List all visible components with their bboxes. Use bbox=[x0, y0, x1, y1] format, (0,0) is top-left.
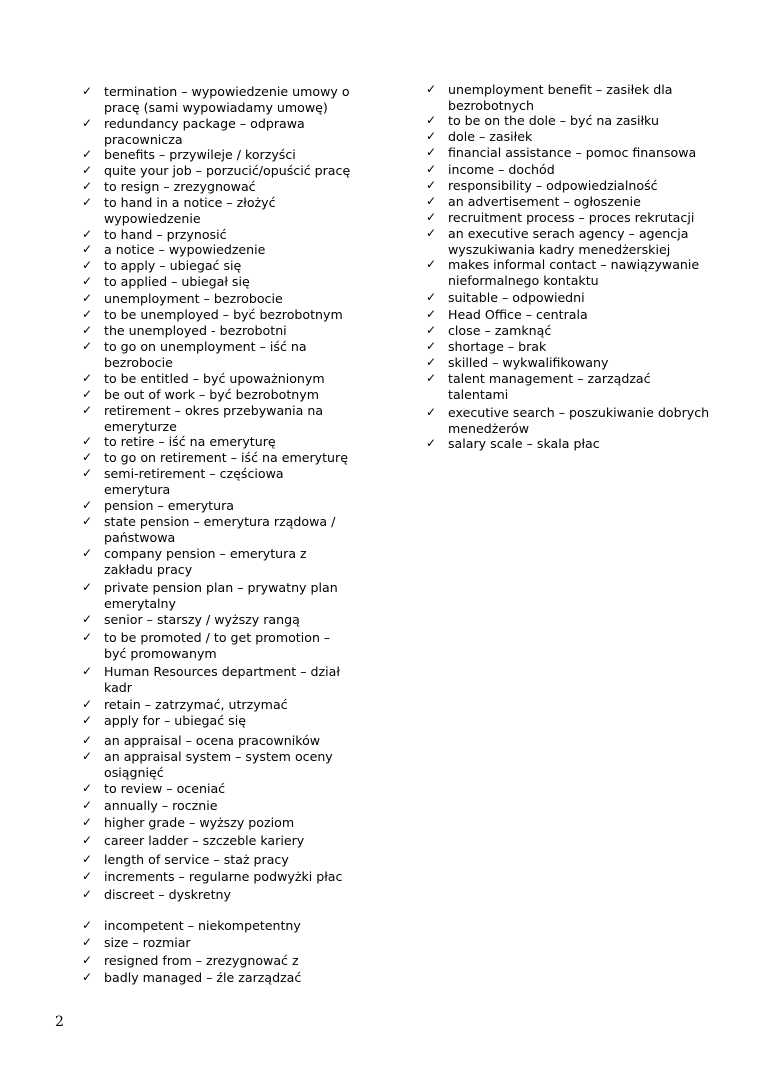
checkmark-icon: ✓ bbox=[426, 257, 437, 271]
checkmark-icon: ✓ bbox=[426, 162, 437, 176]
list-item-text: pension – emerytura bbox=[104, 498, 234, 513]
list-item-text: career ladder – szczeble kariery bbox=[104, 833, 305, 848]
list-item-text: talent management – zarządzać talentami bbox=[448, 371, 651, 402]
list-item-text: an appraisal system – system oceny osiągnięć bbox=[104, 749, 333, 780]
checkmark-icon: ✓ bbox=[82, 242, 93, 256]
list-item-text: benefits – przywileje / korzyści bbox=[104, 147, 296, 162]
checkmark-icon: ✓ bbox=[82, 403, 93, 417]
list-item-text: to resign – zrezygnować bbox=[104, 179, 256, 194]
checkmark-icon: ✓ bbox=[82, 227, 93, 241]
list-item-text: a notice – wypowiedzenie bbox=[104, 242, 266, 257]
checkmark-icon: ✓ bbox=[82, 147, 93, 161]
checkmark-icon: ✓ bbox=[82, 195, 93, 209]
list-item-text: termination – wypowiedzenie umowy o pracę (sami wypowiadamy umowę) bbox=[104, 84, 350, 115]
list-item-text: income – dochód bbox=[448, 162, 555, 177]
checkmark-icon: ✓ bbox=[426, 307, 437, 321]
list-item-text: retirement – okres przebywania na emeryturze bbox=[104, 403, 324, 434]
checkmark-icon: ✓ bbox=[82, 713, 93, 727]
list-item-text: shortage – brak bbox=[448, 339, 547, 354]
list-item-text: senior – starszy / wyższy rangą bbox=[104, 612, 300, 627]
list-item-text: increments – regularne podwyżki płac bbox=[104, 869, 343, 884]
checkmark-icon: ✓ bbox=[82, 630, 93, 644]
checkmark-icon: ✓ bbox=[426, 145, 437, 159]
checkmark-icon: ✓ bbox=[426, 178, 437, 192]
checkmark-icon: ✓ bbox=[82, 514, 93, 528]
checkmark-icon: ✓ bbox=[82, 434, 93, 448]
checkmark-icon: ✓ bbox=[426, 405, 437, 419]
checkmark-icon: ✓ bbox=[82, 371, 93, 385]
list-item-text: the unemployed - bezrobotni bbox=[104, 323, 287, 338]
checkmark-icon: ✓ bbox=[426, 113, 437, 127]
checkmark-icon: ✓ bbox=[82, 733, 93, 747]
checkmark-icon: ✓ bbox=[82, 833, 93, 847]
checkmark-icon: ✓ bbox=[82, 918, 93, 932]
list-item-text: annually – rocznie bbox=[104, 798, 218, 813]
checkmark-icon: ✓ bbox=[426, 290, 437, 304]
list-item-text: recruitment process – proces rekrutacji bbox=[448, 210, 695, 225]
list-item-text: dole – zasiłek bbox=[448, 129, 533, 144]
checkmark-icon: ✓ bbox=[82, 664, 93, 678]
checkmark-icon: ✓ bbox=[82, 580, 93, 594]
list-item-text: to review – oceniać bbox=[104, 781, 226, 796]
checkmark-icon: ✓ bbox=[82, 815, 93, 829]
list-item-text: salary scale – skala płac bbox=[448, 436, 600, 451]
checkmark-icon: ✓ bbox=[82, 798, 93, 812]
checkmark-icon: ✓ bbox=[426, 226, 437, 240]
list-item-text: semi-retirement – częściowa emerytura bbox=[104, 466, 284, 497]
checkmark-icon: ✓ bbox=[82, 466, 93, 480]
list-item-text: to hand – przynosić bbox=[104, 227, 227, 242]
checkmark-icon: ✓ bbox=[426, 436, 437, 450]
list-item-text: to be unemployed – być bezrobotnym bbox=[104, 307, 343, 322]
checkmark-icon: ✓ bbox=[82, 935, 93, 949]
checkmark-icon: ✓ bbox=[82, 163, 93, 177]
checkmark-icon: ✓ bbox=[82, 291, 93, 305]
list-item-text: size – rozmiar bbox=[104, 935, 191, 950]
list-item-text: be out of work – być bezrobotnym bbox=[104, 387, 319, 402]
list-item-text: retain – zatrzymać, utrzymać bbox=[104, 697, 288, 712]
checkmark-icon: ✓ bbox=[82, 387, 93, 401]
list-item-text: to be promoted / to get promotion – być promowanym bbox=[104, 630, 331, 661]
list-item-text: an executive serach agency – agencja wyszukiwania kadry menedżerskiej bbox=[448, 226, 689, 257]
list-item-text: redundancy package – odprawa pracownicza bbox=[104, 116, 305, 147]
checkmark-icon: ✓ bbox=[426, 210, 437, 224]
list-item-text: to be entitled – być upoważnionym bbox=[104, 371, 325, 386]
checkmark-icon: ✓ bbox=[426, 194, 437, 208]
checkmark-icon: ✓ bbox=[82, 852, 93, 866]
list-item-text: unemployment benefit – zasiłek dla bezrobotnych bbox=[448, 82, 673, 113]
checkmark-icon: ✓ bbox=[82, 84, 93, 98]
checkmark-icon: ✓ bbox=[426, 323, 437, 337]
list-item-text: an appraisal – ocena pracowników bbox=[104, 733, 321, 748]
list-item-text: responsibility – odpowiedzialność bbox=[448, 178, 658, 193]
checkmark-icon: ✓ bbox=[82, 749, 93, 763]
list-item-text: discreet – dyskretny bbox=[104, 887, 231, 902]
list-item-text: to apply – ubiegać się bbox=[104, 258, 242, 273]
list-item-text: makes informal contact – nawiązywanie nieformalnego kontaktu bbox=[448, 257, 700, 288]
checkmark-icon: ✓ bbox=[426, 82, 437, 96]
checkmark-icon: ✓ bbox=[82, 869, 93, 883]
checkmark-icon: ✓ bbox=[82, 307, 93, 321]
checkmark-icon: ✓ bbox=[82, 258, 93, 272]
checkmark-icon: ✓ bbox=[82, 116, 93, 130]
list-item-text: higher grade – wyższy poziom bbox=[104, 815, 295, 830]
list-item-text: to hand in a notice – złożyć wypowiedzenie bbox=[104, 195, 276, 226]
list-item-text: financial assistance – pomoc finansowa bbox=[448, 145, 697, 160]
checkmark-icon: ✓ bbox=[82, 612, 93, 626]
checkmark-icon: ✓ bbox=[82, 498, 93, 512]
list-item-text: private pension plan – prywatny plan emerytalny bbox=[104, 580, 338, 611]
checkmark-icon: ✓ bbox=[82, 781, 93, 795]
checkmark-icon: ✓ bbox=[82, 697, 93, 711]
list-item-text: to go on unemployment – iść na bezrobocie bbox=[104, 339, 307, 370]
list-item-text: Head Office – centrala bbox=[448, 307, 588, 322]
list-item-text: suitable – odpowiedni bbox=[448, 290, 585, 305]
checkmark-icon: ✓ bbox=[82, 887, 93, 901]
list-item-text: an advertisement – ogłoszenie bbox=[448, 194, 641, 209]
list-item-text: badly managed – źle zarządzać bbox=[104, 970, 302, 985]
list-item-text: to retire – iść na emeryturę bbox=[104, 434, 276, 449]
checkmark-icon: ✓ bbox=[82, 953, 93, 967]
list-item-text: to go on retirement – iść na emeryturę bbox=[104, 450, 348, 465]
list-item-text: state pension – emerytura rządowa / państwowa bbox=[104, 514, 336, 545]
checkmark-icon: ✓ bbox=[82, 970, 93, 984]
list-item-text: executive search – poszukiwanie dobrych menedżerów bbox=[448, 405, 710, 436]
list-item-text: resigned from – zrezygnować z bbox=[104, 953, 299, 968]
checkmark-icon: ✓ bbox=[426, 355, 437, 369]
checkmark-icon: ✓ bbox=[82, 179, 93, 193]
checkmark-icon: ✓ bbox=[82, 274, 93, 288]
checkmark-icon: ✓ bbox=[82, 450, 93, 464]
page-number: 2 bbox=[55, 1014, 64, 1030]
list-item-text: close – zamknąć bbox=[448, 323, 552, 338]
checkmark-icon: ✓ bbox=[82, 339, 93, 353]
checkmark-icon: ✓ bbox=[82, 323, 93, 337]
list-item-text: to applied – ubiegał się bbox=[104, 274, 250, 289]
checkmark-icon: ✓ bbox=[426, 129, 437, 143]
checkmark-icon: ✓ bbox=[426, 371, 437, 385]
list-item-text: incompetent – niekompetentny bbox=[104, 918, 301, 933]
checkmark-icon: ✓ bbox=[82, 546, 93, 560]
list-item-text: apply for – ubiegać się bbox=[104, 713, 246, 728]
list-item-text: skilled – wykwalifikowany bbox=[448, 355, 609, 370]
list-item-text: to be on the dole – być na zasiłku bbox=[448, 113, 659, 128]
list-item-text: quite your job – porzucić/opuścić pracę bbox=[104, 163, 351, 178]
list-item-text: company pension – emerytura z zakładu pracy bbox=[104, 546, 307, 577]
checkmark-icon: ✓ bbox=[426, 339, 437, 353]
list-item-text: length of service – staż pracy bbox=[104, 852, 289, 867]
list-item-text: unemployment – bezrobocie bbox=[104, 291, 283, 306]
list-item-text: Human Resources department – dział kadr bbox=[104, 664, 340, 695]
